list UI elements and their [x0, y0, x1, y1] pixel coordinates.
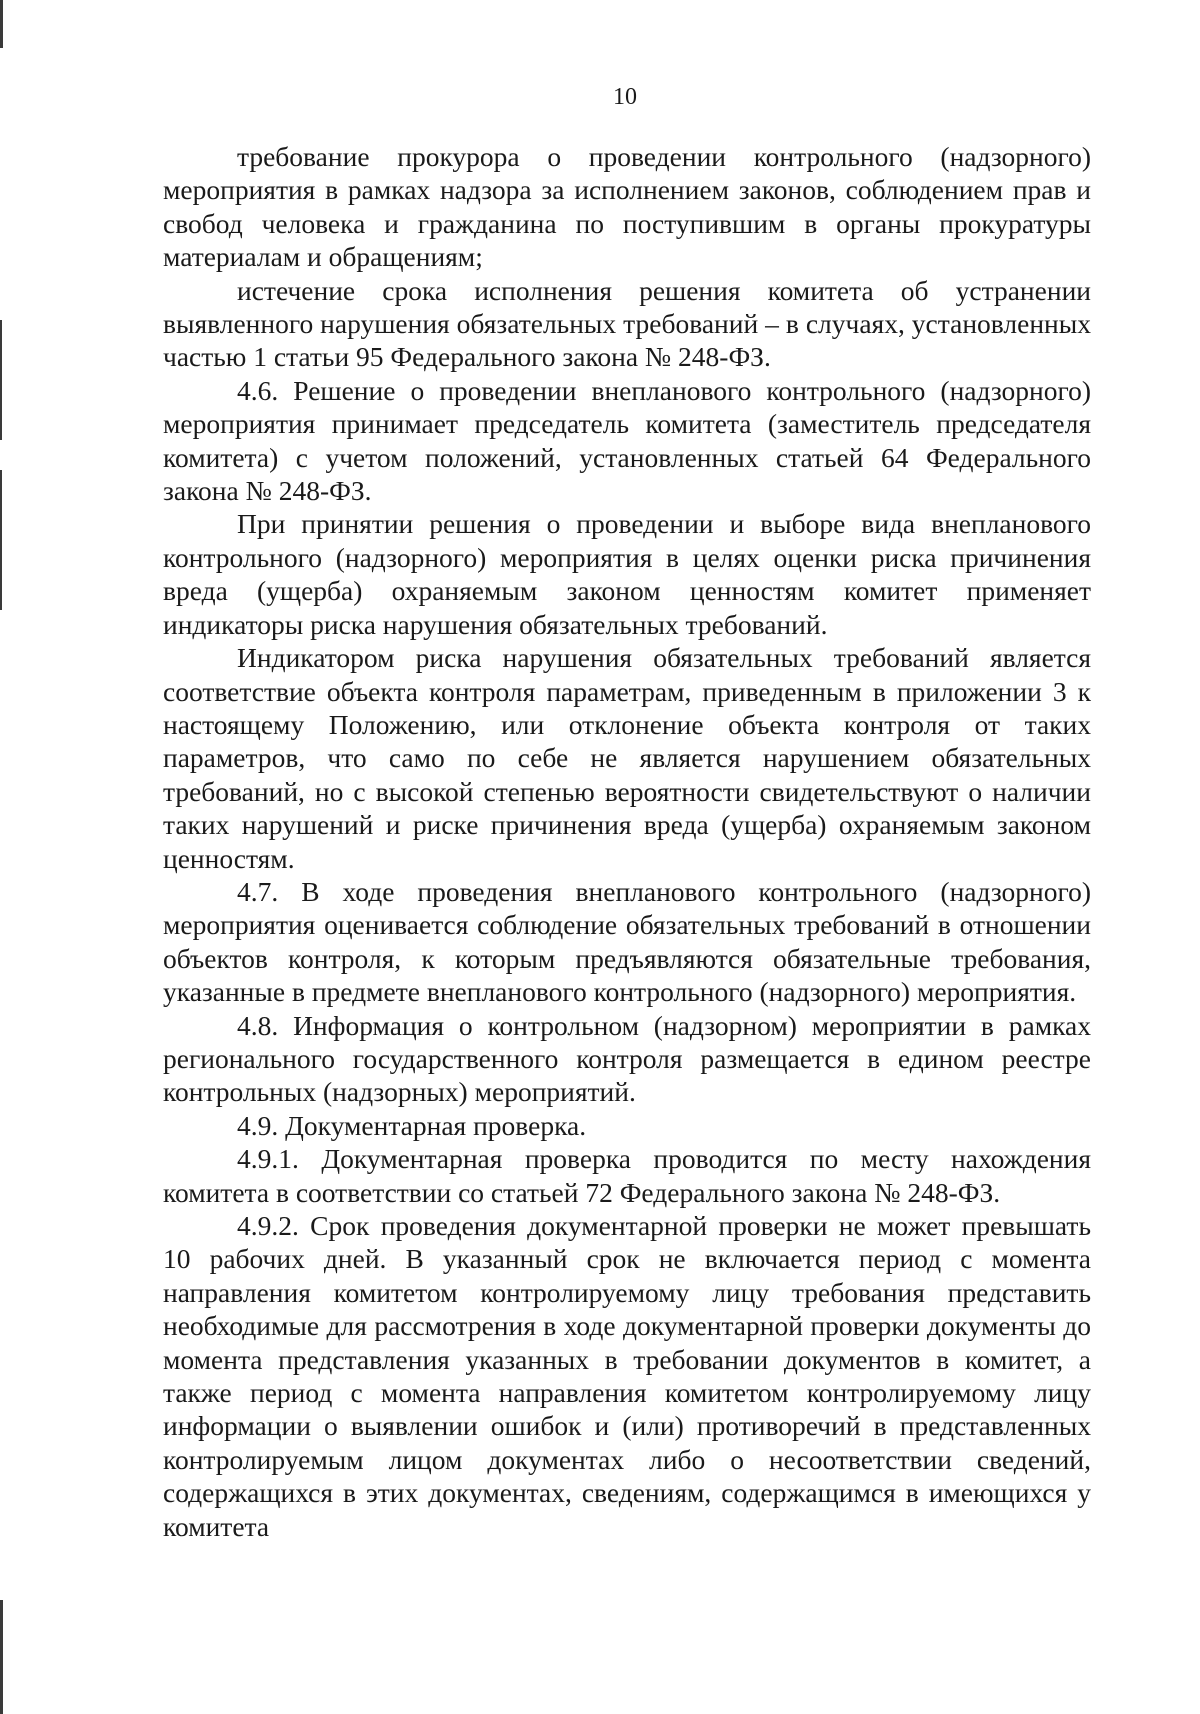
paragraph: истечение срока исполнения решения комитета об устранении выявленного нарушения обязательных требований – в случаях, установленных частью 1 статьи 95 Федерального закона № 248-ФЗ.: [163, 274, 1091, 373]
paragraph: 4.8. Информация о контрольном (надзорном) мероприятии в рамках регионального государственного контроля размещается в едином реестре контрольных (надзорных) мероприятий.: [163, 1009, 1091, 1108]
document-body: [163, 140, 1091, 1543]
page-number: 10: [613, 84, 637, 110]
paragraph: При принятии решения о проведении и выборе вида внепланового контрольного (надзорного) мероприятия в целях оценки риска причинения вреда (ущерба) охраняемым законом ценностям комитет применяет индикаторы риска нарушения обязательных требований.: [163, 508, 1091, 640]
scan-edge-mark: [0, 320, 2, 440]
scan-edge-mark: [0, 1600, 3, 1714]
scan-edge-mark: [0, 470, 2, 610]
paragraph: 4.9. Документарная проверка.: [237, 1109, 587, 1141]
paragraph: Индикатором риска нарушения обязательных требований является соответствие объекта контроля параметрам, приведенным в приложении 3 к настоящему Положению, или отклонение объекта контроля от таких параметров, что само по себе не является нарушением обязательных требований, но с высокой степенью вероятности свидетельствуют о наличии таких нарушений и риске причинения вреда (ущерба) охраняемым законом ценностям.: [163, 642, 1091, 874]
paragraph: 4.7. В ходе проведения внепланового контрольного (надзорного) мероприятия оценивается соблюдение обязательных требований в отношении объектов контроля, к которым предъявляются обязательные требования, указанные в предмете внепланового контрольного (надзорного) мероприятия.: [163, 875, 1091, 1008]
paragraph: 4.6. Решение о проведении внепланового контрольного (надзорного) мероприятия принимает председатель комитета (заместитель председателя комитета) с учетом положений, установленных статьей 64 Федерального закона № 248-ФЗ.: [163, 374, 1091, 507]
paragraph: 4.9.1. Документарная проверка проводится по месту нахождения комитета в соответствии со статьей 72 Федерального закона № 248-ФЗ.: [163, 1143, 1091, 1208]
paragraph: 4.9.2. Срок проведения документарной проверки не может превышать 10 рабочих дней. В указанный срок не включается период с момента направления комитетом контролируемому лицу требования представить необходимые для рассмотрения в ходе документарной проверки документы до момента представления указанных в требовании документов в комитет, а также период с момента направления комитетом контролируемому лицу информации о выявлении ошибок и (или) противоречий в представленных контролируемым лицом документах либо о несоответствии сведений, содержащихся в этих документах, сведениям, содержащимся в имеющихся у комитета: [163, 1210, 1091, 1542]
scan-edge-mark: [0, 0, 3, 48]
paragraph: требование прокурора о проведении контрольного (надзорного) мероприятия в рамках надзора за исполнением законов, соблюдением прав и свобод человека и гражданина по поступившим в органы прокуратуры материалам и обращениям;: [163, 141, 1091, 273]
